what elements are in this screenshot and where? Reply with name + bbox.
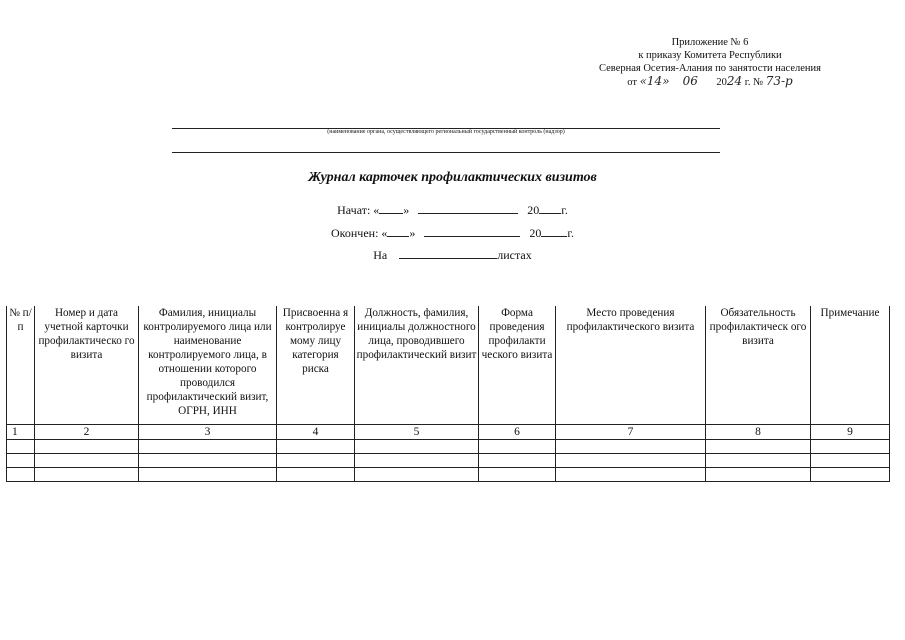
column-number-cell: 5 (355, 425, 479, 440)
started-month-blank (418, 203, 518, 214)
date-month: 06 (682, 74, 698, 88)
annex-title: Приложение № 6 (671, 37, 749, 48)
annex-block (520, 36, 900, 89)
annex-order-line: к приказу Комитета Республики (638, 50, 782, 61)
org-name-underline-2 (172, 152, 720, 153)
date-year: 24 (726, 74, 743, 88)
sheets-prefix: На (373, 248, 388, 262)
column-number-row (7, 425, 890, 440)
sheets-line (0, 248, 905, 263)
started-year-prefix: 20 (527, 203, 540, 217)
date-day: «14» (639, 74, 670, 88)
date-year-prefix: 20 (716, 77, 727, 88)
number-prefix: г. № (744, 77, 764, 88)
header-row (7, 306, 890, 425)
started-label: Начат: « (337, 203, 380, 217)
annex-date-line (520, 75, 900, 89)
header-cell: № п/п (7, 306, 35, 425)
page-title: Журнал карточек профилактических визитов (308, 170, 597, 185)
started-line (0, 203, 905, 218)
org-name-caption: (наименование органа, осуществляющего региональный государственный контроль (надзор) (327, 129, 565, 135)
finished-quote-close: » (409, 226, 416, 240)
finished-month-blank (424, 226, 520, 237)
header-cell: Фамилия, инициалы контролируемого лица или наименование контролируемого лица, в отношении которого проводился профилактический визит, ОГРН, ИНН (139, 306, 277, 425)
sheets-suffix: листах (497, 248, 532, 262)
started-year-blank (539, 203, 561, 214)
table-row (7, 468, 890, 482)
finished-label: Окончен: « (330, 226, 388, 240)
started-quote-close: » (403, 203, 410, 217)
finished-line (0, 226, 905, 241)
column-number-cell: 9 (811, 425, 890, 440)
annex-committee-line: Северная Осетия-Алания по занятости населения (599, 63, 821, 74)
header-cell: Должность, фамилия, инициалы должностного лица, проводившего профилактический визит (355, 306, 479, 425)
sheets-count-blank (399, 248, 497, 259)
column-number-cell: 4 (277, 425, 355, 440)
journal-table (6, 306, 890, 482)
table-row (7, 454, 890, 468)
started-day-blank (379, 203, 403, 214)
column-number-cell: 7 (556, 425, 706, 440)
header-cell: Форма проведения профилакти ческого визита (479, 306, 556, 425)
header-cell: Присвоенна я контролируе мому лицу категория риска (277, 306, 355, 425)
table-row (7, 440, 890, 454)
header-cell: Обязательность профилактическ ого визита (706, 306, 811, 425)
finished-year-blank (541, 226, 567, 237)
column-number-cell: 1 (7, 425, 35, 440)
finished-day-blank (387, 226, 409, 237)
column-number-cell: 6 (479, 425, 556, 440)
column-number-cell: 2 (35, 425, 139, 440)
started-year-suffix: г. (561, 203, 568, 217)
column-number-cell: 3 (139, 425, 277, 440)
date-prefix: от (627, 77, 637, 88)
header-cell: Номер и дата учетной карточки профилактическо го визита (35, 306, 139, 425)
finished-year-suffix: г. (567, 226, 574, 240)
header-cell: Примечание (811, 306, 890, 425)
column-number-cell: 8 (706, 425, 811, 440)
order-number: 73-р (765, 74, 793, 88)
finished-year-prefix: 20 (529, 226, 542, 240)
header-cell: Место проведения профилактического визита (556, 306, 706, 425)
